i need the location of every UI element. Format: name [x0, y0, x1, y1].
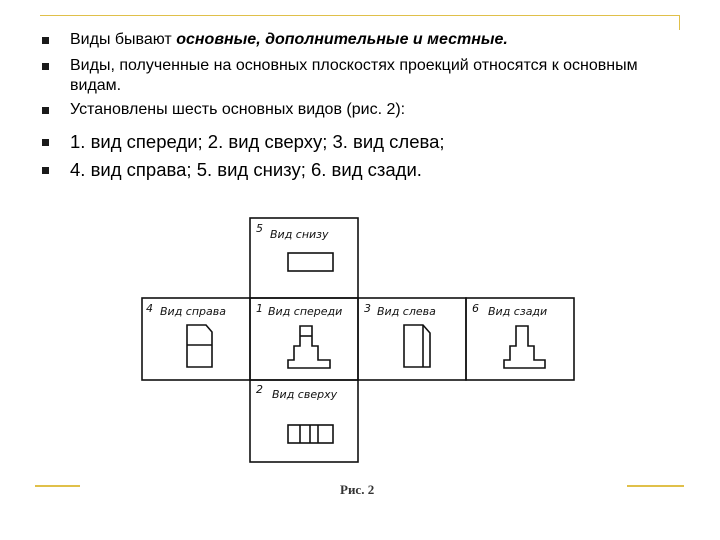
view-1-shape [288, 326, 330, 368]
bullet-text: Установлены шесть основных видов (рис. 2): [70, 101, 406, 118]
view-2-label: Вид сверху [272, 388, 338, 401]
bullet-text-emphasis: основные, дополнительные и местные. [176, 31, 508, 48]
view-4-label: Вид справа [160, 305, 226, 318]
bullet-text-prefix: Виды бывают [70, 31, 177, 48]
view-1-label: Вид спереди [268, 305, 343, 318]
bullet-text: 1. вид спереди; 2. вид сверху; 3. вид слева; [70, 131, 445, 152]
view-4-shape [187, 325, 212, 367]
view-2-number: 2 [256, 383, 263, 396]
view-1-number: 1 [256, 302, 263, 315]
view-5-label: Вид снизу [270, 228, 329, 241]
view-5-shape [288, 253, 333, 271]
view-3-number: 3 [364, 302, 371, 315]
figure-caption: Рис. 2 [340, 482, 375, 497]
bullet-text: 4. вид справа; 5. вид снизу; 6. вид сзади. [70, 159, 422, 180]
bullet-text: Виды, полученные на основных плоскостях проекций относятся к основным видам. [70, 57, 638, 94]
view-3-label: Вид слева [377, 305, 436, 318]
view-6-label: Вид сзади [488, 305, 548, 318]
view-6-shape [504, 326, 545, 368]
view-6-number: 6 [472, 302, 479, 315]
view-4-number: 4 [146, 302, 153, 315]
view-2-shape [288, 425, 333, 443]
view-5-number: 5 [256, 222, 263, 235]
view-3-shape [404, 325, 430, 367]
